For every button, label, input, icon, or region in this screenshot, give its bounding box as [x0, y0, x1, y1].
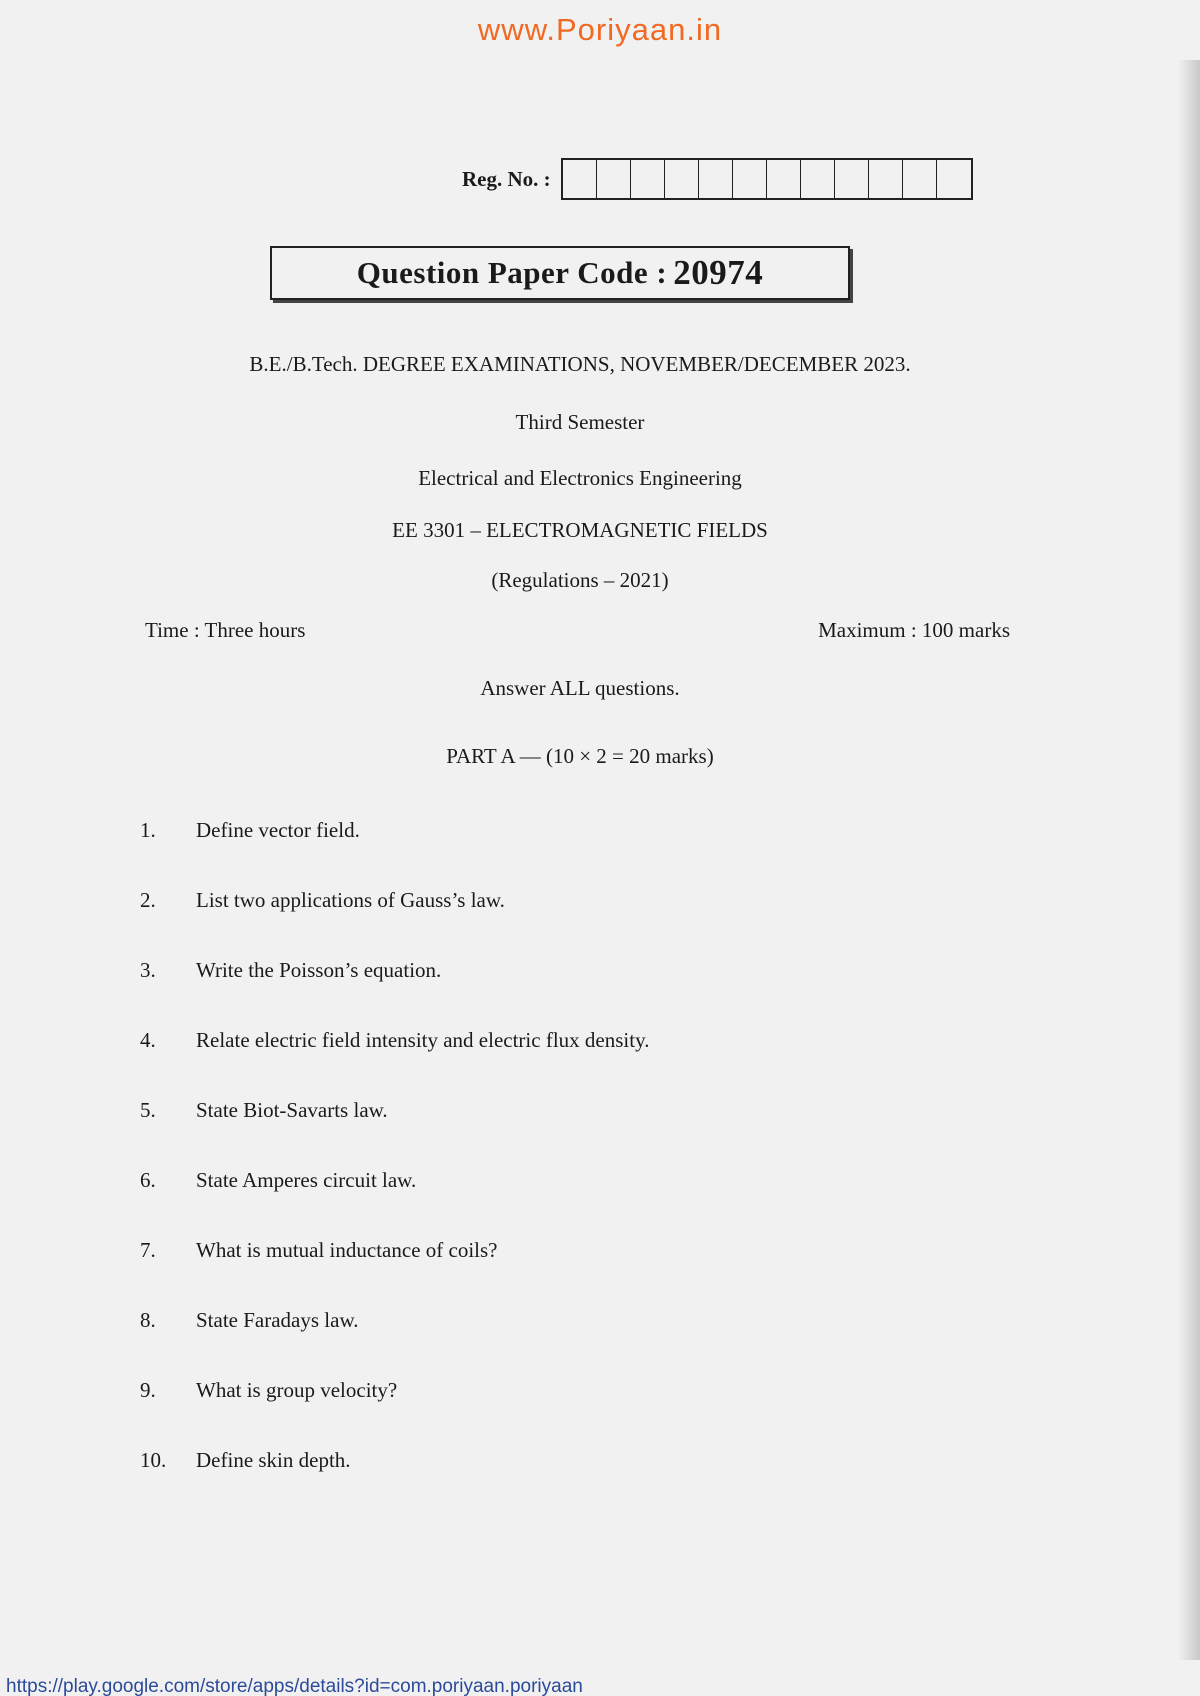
scan-shadow-edge — [1178, 60, 1200, 1660]
department: Electrical and Electronics Engineering — [418, 466, 742, 490]
question-item — [140, 1378, 1040, 1448]
reg-no-box — [597, 160, 631, 198]
question-number: 9. — [140, 1378, 156, 1402]
reg-no-boxes — [561, 158, 973, 200]
course-title: EE 3301 – ELECTROMAGNETIC FIELDS — [392, 518, 768, 542]
question-item — [140, 1028, 1040, 1098]
question-text: What is group velocity? — [196, 1378, 398, 1402]
question-item — [140, 1308, 1040, 1378]
question-item — [140, 818, 1040, 888]
question-text: Write the Poisson’s equation. — [196, 958, 442, 982]
question-text: State Amperes circuit law. — [196, 1168, 417, 1192]
watermark-bottom-url[interactable]: https://play.google.com/store/apps/details?id=com.poriyaan.poriyaan — [6, 1676, 583, 1696]
reg-no-box — [835, 160, 869, 198]
question-paper-code-label: Question Paper Code : — [356, 255, 668, 290]
reg-no-box — [937, 160, 971, 198]
question-item — [140, 958, 1040, 1028]
maximum-marks: Maximum : 100 marks — [818, 618, 1010, 642]
watermark-top-url[interactable]: www.Poriyaan.in — [477, 12, 723, 47]
reg-no-field — [462, 158, 973, 200]
question-text: Relate electric field intensity and electric flux density. — [196, 1028, 650, 1052]
question-number: 2. — [140, 888, 156, 912]
question-number: 10. — [140, 1448, 167, 1472]
degree-line: B.E./B.Tech. DEGREE EXAMINATIONS, NOVEMBER/DECEMBER 2023. — [249, 352, 911, 376]
question-number: 6. — [140, 1168, 156, 1192]
instruction: Answer ALL questions. — [480, 676, 680, 700]
question-paper-code-box — [270, 246, 850, 300]
question-text: State Faradays law. — [196, 1308, 359, 1332]
question-number: 1. — [140, 818, 156, 842]
question-item — [140, 1238, 1040, 1308]
exam-time: Time : Three hours — [145, 618, 306, 642]
question-number: 4. — [140, 1028, 156, 1052]
question-number: 3. — [140, 958, 156, 982]
question-item — [140, 1098, 1040, 1168]
semester: Third Semester — [515, 410, 645, 434]
reg-no-box — [903, 160, 937, 198]
reg-no-box — [631, 160, 665, 198]
regulations: (Regulations – 2021) — [491, 568, 669, 592]
reg-no-box — [699, 160, 733, 198]
part-a-heading: PART A — (10 × 2 = 20 marks) — [446, 744, 714, 768]
question-number: 5. — [140, 1098, 156, 1122]
question-item — [140, 1448, 1040, 1518]
reg-no-box — [733, 160, 767, 198]
question-text: State Biot-Savarts law. — [196, 1098, 388, 1122]
question-item — [140, 1168, 1040, 1238]
time-marks-line — [145, 618, 1010, 643]
question-text: Define vector field. — [196, 818, 360, 842]
reg-no-box — [869, 160, 903, 198]
question-number: 8. — [140, 1308, 156, 1332]
reg-no-box — [801, 160, 835, 198]
reg-no-box — [563, 160, 597, 198]
question-text: What is mutual inductance of coils? — [196, 1238, 498, 1262]
question-text: List two applications of Gauss’s law. — [196, 888, 505, 912]
question-list — [140, 818, 1040, 1518]
reg-no-box — [767, 160, 801, 198]
question-paper-code: 20974 — [673, 253, 764, 292]
reg-no-label: Reg. No. : — [462, 166, 551, 191]
reg-no-box — [665, 160, 699, 198]
question-item — [140, 888, 1040, 958]
question-number: 7. — [140, 1238, 156, 1262]
question-text: Define skin depth. — [196, 1448, 351, 1472]
